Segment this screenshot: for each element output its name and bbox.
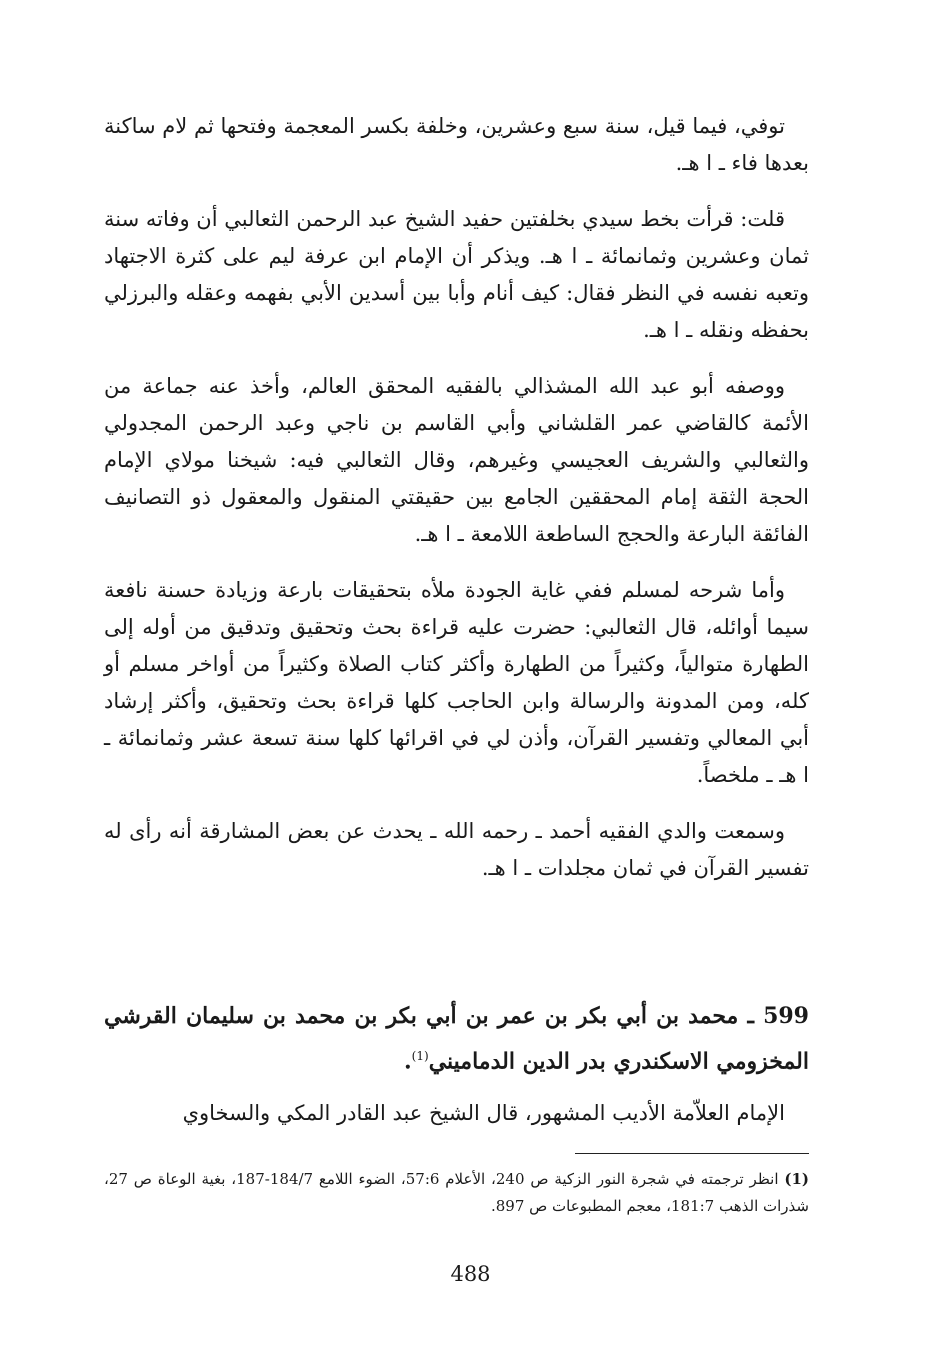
entry-first-line: الإمام العلاّمة الأديب المشهور، قال الشيخ عبد القادر المكي والسخاوي [182,1101,785,1125]
main-text [104,108,809,906]
footnote-text: انظر ترجمته في شجرة النور الزكية ص 240، الأعلام 57:6، الضوء اللامع 184/7-187، بغية الوعاة ص 27، شذرات الذهب 181:7، معجم المطبوعات ص 897. [104,1170,809,1215]
entry-heading-text: 599 ـ محمد بن أبي بكر بن عمر بن أبي بكر بن محمد بن سليمان القرشي المخزومي الاسكندري بدر الدين الدماميني [104,1003,809,1075]
footnote-separator [575,1153,809,1154]
entry-heading [104,996,809,1081]
footnote [104,1166,809,1220]
paragraph-4: وأما شرحه لمسلم ففي غاية الجودة ملأه بتحقيقات بارعة وزيادة حسنة نافعة سيما أوائله، قال الثعالبي: حضرت عليه قراءة بحث وتحقيق وتدقيق من أوله إلى الطهارة متوالياً، وكثيراً من الطهارة وأكثر كتاب الصلاة وكثيراً من أواخر مسلم أو كله، ومن المدونة والرسالة وابن الحاجب كلها قراءة بحث وتحقيق، وأكثر إرشاد أبي المعالي وتفسير القرآن، وأذن لي في اقرائها كلها سنة تسعة عشر وثمانمائة ـ ا هـ ـ ملخصاً. [104,578,809,787]
paragraph-1: توفي، فيما قيل، سنة سبع وعشرين، وخلفة بكسر المعجمة وفتحها ثم لام ساكنة بعدها فاء ـ ا هـ. [104,114,809,175]
paragraph-2: قلت: قرأت بخط سيدي بخلفتين حفيد الشيخ عبد الرحمن الثعالبي أن وفاته سنة ثمان وعشرين وثمانمائة ـ ا هـ. ويذكر أن الإمام ابن عرفة ليم على كثرة الاجتهاد وتعبه نفسه في النظر فقال: كيف أنام وأبا بين أسدين الأبي بفهمه وعقله والبرزلي بحفظه ونقله ـ ا هـ. [104,207,809,342]
entry-heading-end: . [404,1048,412,1075]
paragraph-3: ووصفه أبو عبد الله المشذالي بالفقيه المحقق العالم، وأخذ عنه جماعة من الأئمة كالقاضي عمر القلشاني وأبي القاسم بن ناجي وعبد الرحمن المجدولي والثعالبي والشريف العجيسي وغيرهم، وقال الثعالبي فيه: شيخنا مولاي الإمام الحجة الثقة إمام المحققين الجامع بين حقيقتي المنقول والمعقول ذو التصانيف الفائقة البارعة والحجج الساطعة اللامعة ـ ا هـ. [104,374,809,546]
paragraph-5: وسمعت والدي الفقيه أحمد ـ رحمه الله ـ يحدث عن بعض المشارقة أنه رأى له تفسير القرآن في ثمان مجلدات ـ ا هـ. [104,819,809,880]
footnote-reference: (1) [411,1049,429,1063]
page-number: 488 [450,1262,491,1286]
footnote-number: (1) [784,1170,809,1188]
